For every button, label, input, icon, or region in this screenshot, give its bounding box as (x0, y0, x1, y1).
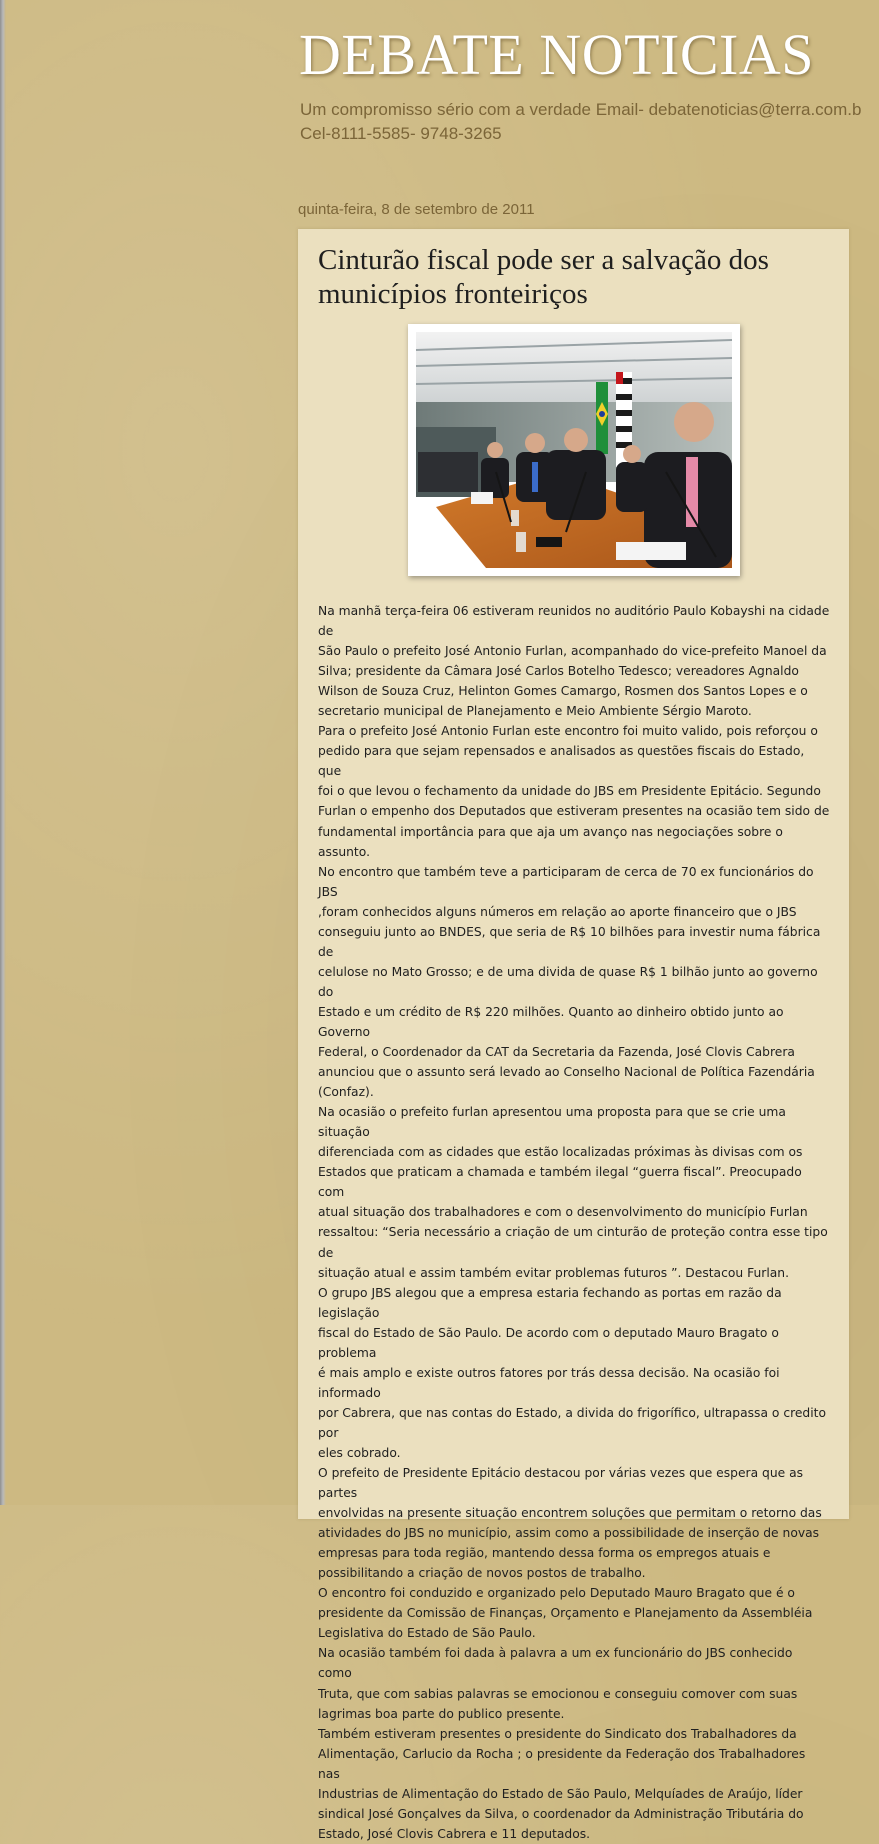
post-paragraph: Na ocasião o prefeito furlan apresentou uma proposta para que se crie uma situação diferenciada com as cidades que estão localizadas próximas às divisas com os Estados que praticam a chamada e também ilegal “guerra fiscal”. Preocupado com atual situação dos trabalhadores e com o desenvolvimento do município Furlan ressaltou: “Seria necessário a criação de um cinturão de proteção contra esse tipo de situação atual e assim também evitar problemas futuros ”. Destacou Furlan. (318, 1105, 828, 1280)
post-container (298, 229, 849, 1841)
blog-description-line-2: Cel-8111-5585- 9748-3265 (300, 124, 502, 143)
blog-description (300, 98, 879, 146)
post-photo[interactable] (416, 332, 732, 568)
post-date-header: quinta-feira, 8 de setembro de 2011 (298, 201, 535, 218)
blog-description-line-1: Um compromisso sério com a verdade Email- debatenoticias@terra.com.b (300, 100, 862, 119)
post-paragraph: O grupo JBS alegou que a empresa estaria fechando as portas em razão da legislação fiscal do Estado de São Paulo. De acordo com o deputado Mauro Bragato o problema é mais amplo e existe outros fatores por trás dessa decisão. Na ocasião foi informado por Cabrera, que nas contas do Estado, a divida do frigorífico, ultrapassa o credito por eles cobrado. (318, 1285, 826, 1460)
post-paragraph: Na manhã terça-feira 06 estiveram reunidos no auditório Paulo Kobayshi na cidade de São Paulo o prefeito José Antonio Furlan, acompanhado do vice-prefeito Manoel da Silva; presidente da Câmara José Carlos Botelho Tedesco; vereadores Agnaldo Wilson de Souza Cruz, Helinton Gomes Camargo, Rosmen dos Santos Lopes e o secretario municipal de Planejamento e Meio Ambiente Sérgio Maroto. (318, 604, 830, 719)
blog-title[interactable]: DEBATE NOTICIAS (299, 22, 814, 87)
window-left-edge (0, 0, 6, 1505)
post-paragraph: Na ocasião também foi dada à palavra a um ex funcionário do JBS conhecido como Truta, que com sabias palavras se emocionou e conseguiu comover com suas lagrimas boa parte do publico presente. (318, 1646, 798, 1721)
post-paragraph: No encontro que também teve a participaram de cerca de 70 ex funcionários do JBS ,foram conhecidos alguns números em relação ao aporte financeiro que o JBS conseguiu junto ao BNDES, que seria de R$ 10 bilhões para investir numa fábrica de celulose no Mato Grosso; e de uma divida de quase R$ 1 bilhão junto ao governo do Estado e um crédito de R$ 220 milhões. Quanto ao dinheiro obtido junto ao Governo Federal, o Coordenador da CAT da Secretaria da Fazenda, José Clovis Cabrera anunciou que o assunto será levado ao Conselho Nacional de Política Fazendária (Confaz). (318, 864, 821, 1100)
post-body (318, 601, 830, 1844)
post-title[interactable]: Cinturão fiscal pode ser a salvação dos municípios fronteiriços (318, 244, 769, 310)
post-paragraph: O prefeito de Presidente Epitácio destacou por várias vezes que espera que as partes envolvidas na presente situação encontrem soluções que permitam o retorno das atividades do JBS no município, assim como a possibilidade de inserção de novas empresas para toda região, mantendo dessa forma os empregos atuais e possibilitando a criação de novos postos de trabalho. (318, 1466, 822, 1581)
post-paragraph: Para o prefeito José Antonio Furlan este encontro foi muito valido, pois reforçou o pedido para que sejam repensados e analisados as questões fiscais do Estado, que foi o que levou o fechamento da unidade do JBS em Presidente Epitácio. Segundo Furlan o empenho dos Deputados que estiveram presentes na ocasião tem sido de fundamental importância para que aja um avanço nas negociações sobre o assunto. (318, 724, 830, 859)
post-paragraph: O encontro foi conduzido e organizado pelo Deputado Mauro Bragato que é o presidente da Comissão de Finanças, Orçamento e Planejamento da Assembléia Legislativa do Estado de São Paulo. (318, 1586, 813, 1641)
post-paragraph: Também estiveram presentes o presidente do Sindicato dos Trabalhadores da Alimentação, Carlucio da Rocha ; o presidente da Federação dos Trabalhadores nas Industrias de Alimentação do Estado de São Paulo, Melquíades de Araújo, líder sindical José Gonçalves da Silva, o coordenador da Administração Tributária do Estado, José Clovis Cabrera e 11 deputados. (318, 1726, 806, 1841)
post-image-frame[interactable] (408, 324, 740, 576)
